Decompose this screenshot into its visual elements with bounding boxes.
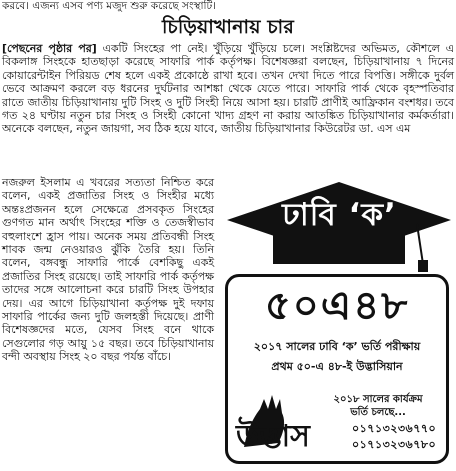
ad-title: ঢাবি ‘ক’	[282, 197, 397, 233]
ad-brand-name: উদ্ভাস	[236, 419, 310, 454]
ad-result-highlight: প্রথম ৫০-এ ৪৮-ই উদ্ভাসিয়ান	[271, 360, 403, 373]
ad-phone-1: ০১৭১৩২৩৬৭৭০	[352, 422, 437, 435]
article-paragraph-2: নজরুল ইসলাম এ খবরের সত্যতা নিশ্চিত করে বলেন, একই প্রজাতির সিংহ ও সিংহীর মধ্যে অন্তঃপ্রজনন হলে সেক্ষেত্রে প্রসবকৃত সিংহের গুণগত মান অর্থাৎ সিংহের শক্তি ও তেজস্বীভাব বহুলাংশে হ্রাস পায়। অনেক সময় প্রতিবন্ধী সিংহ শাবক জন্ম নেওয়ারও ঝুঁকি তৈরি হয়। তিনি বলেন, বঙ্গবন্ধু সাফারি পার্কে বেশকিছু একই প্রজাতির সিংহ রয়েছে। তাই সাফারি পার্ক কর্তৃপক্ষ তাদের সঙ্গে আলোচনা করে চারটি সিংহ উপহার দেয়। এর আগে চিড়িয়াখানা কর্তৃপক্ষ দুই দফায় সাফারি পার্কের জন্য দুটি জলহস্তী দিয়েছে। প্রাণী বিশেষজ্ঞদের মতে, যেসব সিংহ বনে থাকে সেগুলোর গড় আয়ু ১৫ বছর। তবে চিড়িয়াখানায় বন্দী অবস্থায় সিংহ ২০ বছর পর্যন্ত বাঁচে।	[2, 176, 214, 364]
coaching-advertisement	[221, 180, 453, 468]
ad-phone-numbers	[352, 421, 436, 453]
ad-phone-2: ০১৭১৩২৩৬৭৮০	[352, 438, 437, 451]
ad-schedule-line: ২০১৮ সালের কার্যক্রম ভর্তি চলছে...	[333, 394, 423, 418]
article-body-left-column	[2, 176, 214, 364]
previous-article-last-line: করবে। এজন্য এসব পণ্য মজুদ শুরু করেছে সংস্থাটি।	[2, 0, 216, 12]
ad-result-caption: ২০১৭ সালের ঢাবি ‘ক’ ভর্তি পরীক্ষায়	[253, 340, 421, 353]
article-headline: চিড়িয়াখানায় চার	[161, 16, 295, 38]
ad-result-box	[225, 274, 449, 464]
ad-schedule-note	[314, 393, 442, 419]
ad-result-figure: ৫০এ৪৮	[264, 283, 410, 329]
continued-from-reference: [পেছনের পৃষ্ঠার পর]	[2, 42, 97, 55]
article-paragraph-1	[2, 42, 454, 136]
article-text-1: একটি সিংহের পা নেই। খুঁড়িয়ে খুঁড়িয়ে চলে। সংশ্লিষ্টদের অভিমত, কৌশলে এ বিকলাঙ্গ সিংহকে হাতছাড়া করেছে সাফারি পার্ক কর্তৃপক্ষ। বিশেষজ্ঞরা বলছেন, চিড়িয়াখানায় ৭ দিনের কোয়ারেন্টাইন পিরিয়ড শেষ হলে একই প্রকোষ্ঠে রাখা হবে। তখন দেখা দিতে পারে বিপত্তি। সঙ্গীকে দুর্বল ভেবে আক্রমণ করলে বড় ধরনের দুর্ঘটনার আশঙ্কা থেকে যেতে পারে। সাফারি পার্ক থেকে বৃহস্পতিবার রাতে জাতীয় চিড়িয়াখানায় দুটি সিংহ ও দুটি সিংহী নিয়ে আসা হয়। চারটি প্রাণীই আফ্রিকান বংশধর। তবে গত ২৪ ঘণ্টায় নতুন চার সিংহ ও সিংহী কোনো খাদ্য গ্রহণ না করায় আতঙ্কিত চিড়িয়াখানার কর্মকর্তারা। অনেকে বলছেন, নতুন জায়গা, সব ঠিক হয়ে যাবে, জাতীয় চিড়িয়াখানার কিউরেটর ডা. এস এম	[2, 42, 454, 136]
article-body-full-width	[2, 42, 454, 136]
